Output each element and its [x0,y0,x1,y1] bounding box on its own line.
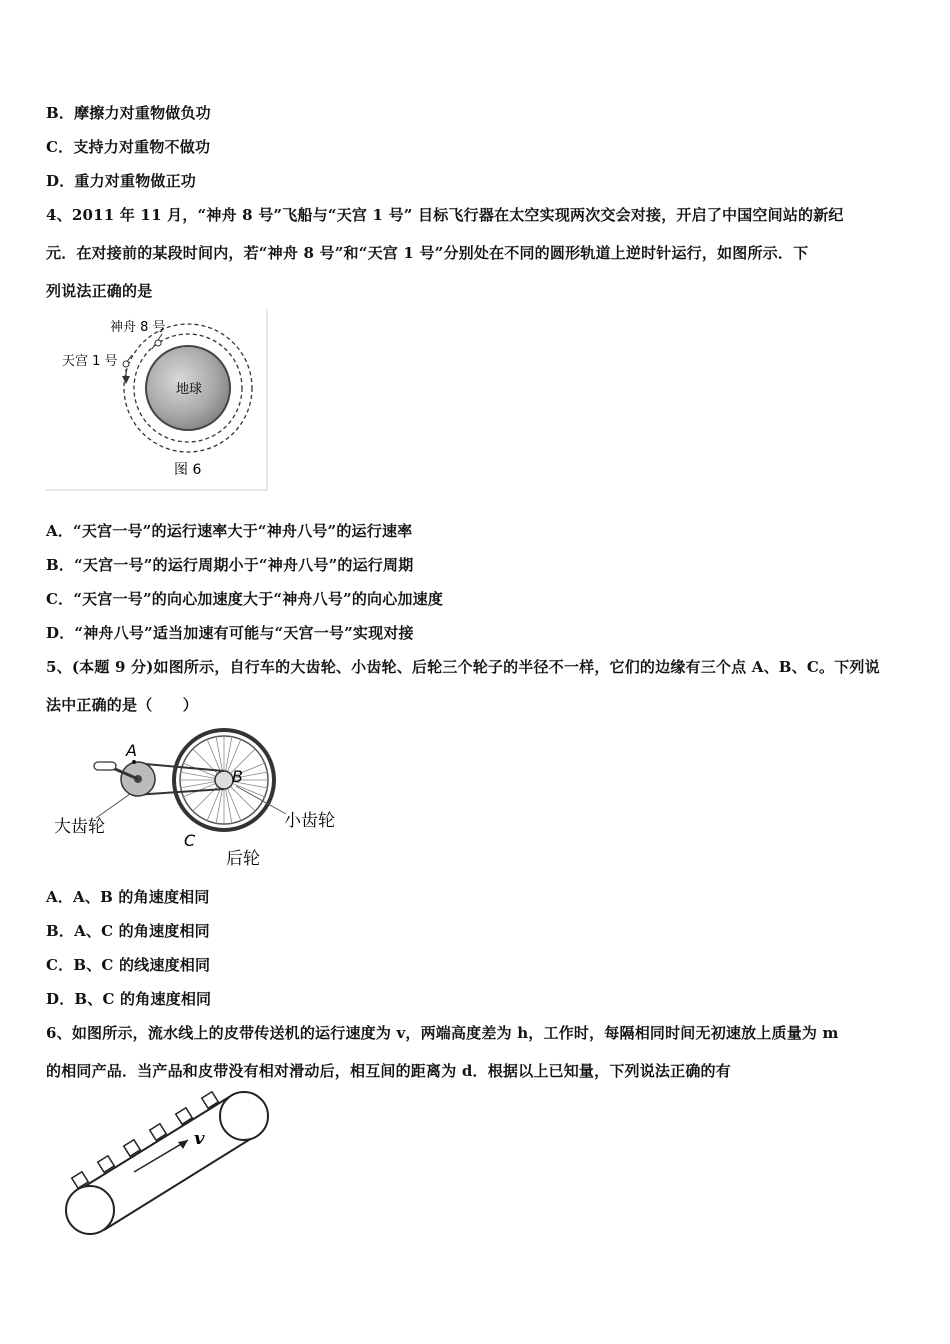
q3-option-d: D．重力对重物做正功 [46,172,197,190]
velocity-label: v [194,1128,205,1149]
shenzhou-marker [152,334,162,349]
bicycle-diagram [46,722,342,872]
earth-label: 地球 [176,382,203,397]
small-gear [215,771,233,789]
q3-option-c: C．支持力对重物不做功 [46,138,211,156]
q4-stem-line-1: 4、2011 年 11 月，“神舟 8 号”飞船与“天宫 1 号” 目标飞行器在太空实现两次交会对接，开启了中国空间站的新纪 [46,206,844,224]
velocity-arrow [134,1140,188,1172]
q4-option-d: D．“神舟八号”适当加速有可能与“天宫一号”实现对接 [46,624,414,642]
q4-stem-line-2: 元．在对接前的某段时间内，若“神舟 8 号”和“天宫 1 号”分别处在不同的圆形轨道上逆时针运行，如图所示．下 [46,244,809,262]
q5-option-b: B．A、C 的角速度相同 [46,922,210,940]
q4-option-a: A．“天宫一号”的运行速率大于“神舟八号”的运行速率 [46,522,413,540]
figure-caption: 图 6 [174,462,202,478]
rear-wheel-label: 后轮 [226,849,260,869]
upper-roller [220,1092,268,1140]
pedal [94,762,116,770]
small-gear-label: 小齿轮 [284,811,335,831]
q6-stem-line-1: 6、如图所示，流水线上的皮带传送机的运行速度为 v，两端高度差为 h，工作时，每隔相同时间无初速放上质量为 m [46,1024,839,1042]
q5-option-c: C．B、C 的线速度相同 [46,956,211,974]
conveyor-diagram [64,1090,276,1240]
point-b-label: B [232,767,243,786]
lower-roller [66,1186,114,1234]
point-a-label: A [126,741,137,760]
big-gear-leader [96,794,130,818]
tiangong-label: 天宫 1 号 [62,354,118,369]
q5-stem-line-2: 法中正确的是（ ） [46,696,199,714]
shenzhou-label: 神舟 8 号 [110,320,166,335]
q4-stem-line-3: 列说法正确的是 [46,282,153,300]
belt-top [82,1094,234,1188]
belt-bottom [104,1138,252,1230]
conveyor-figure [64,1090,276,1240]
point-a-dot [132,760,136,764]
big-gear-label: 大齿轮 [54,817,105,837]
orbit-diagram [46,309,268,491]
orbit-figure [46,309,268,491]
q4-option-c: C．“天宫一号”的向心加速度大于“神舟八号”的向心加速度 [46,590,444,608]
q5-option-d: D．B、C 的角速度相同 [46,990,212,1008]
q5-stem-line-1: 5、(本题 9 分)如图所示，自行车的大齿轮、小齿轮、后轮三个轮子的半径不一样，它们的边缘有三个点 A、B、C。下列说 [46,658,880,676]
q5-option-a: A．A、B 的角速度相同 [46,888,210,906]
point-c-label: C [184,831,196,850]
bicycle-figure [46,722,342,872]
q6-stem-line-2: 的相同产品．当产品和皮带没有相对滑动后，相互间的距离为 d．根据以上已知量，下列说法正确的有 [46,1062,731,1080]
q3-option-b: B．摩擦力对重物做负功 [46,104,211,122]
q4-option-b: B．“天宫一号”的运行周期小于“神舟八号”的运行周期 [46,556,414,574]
